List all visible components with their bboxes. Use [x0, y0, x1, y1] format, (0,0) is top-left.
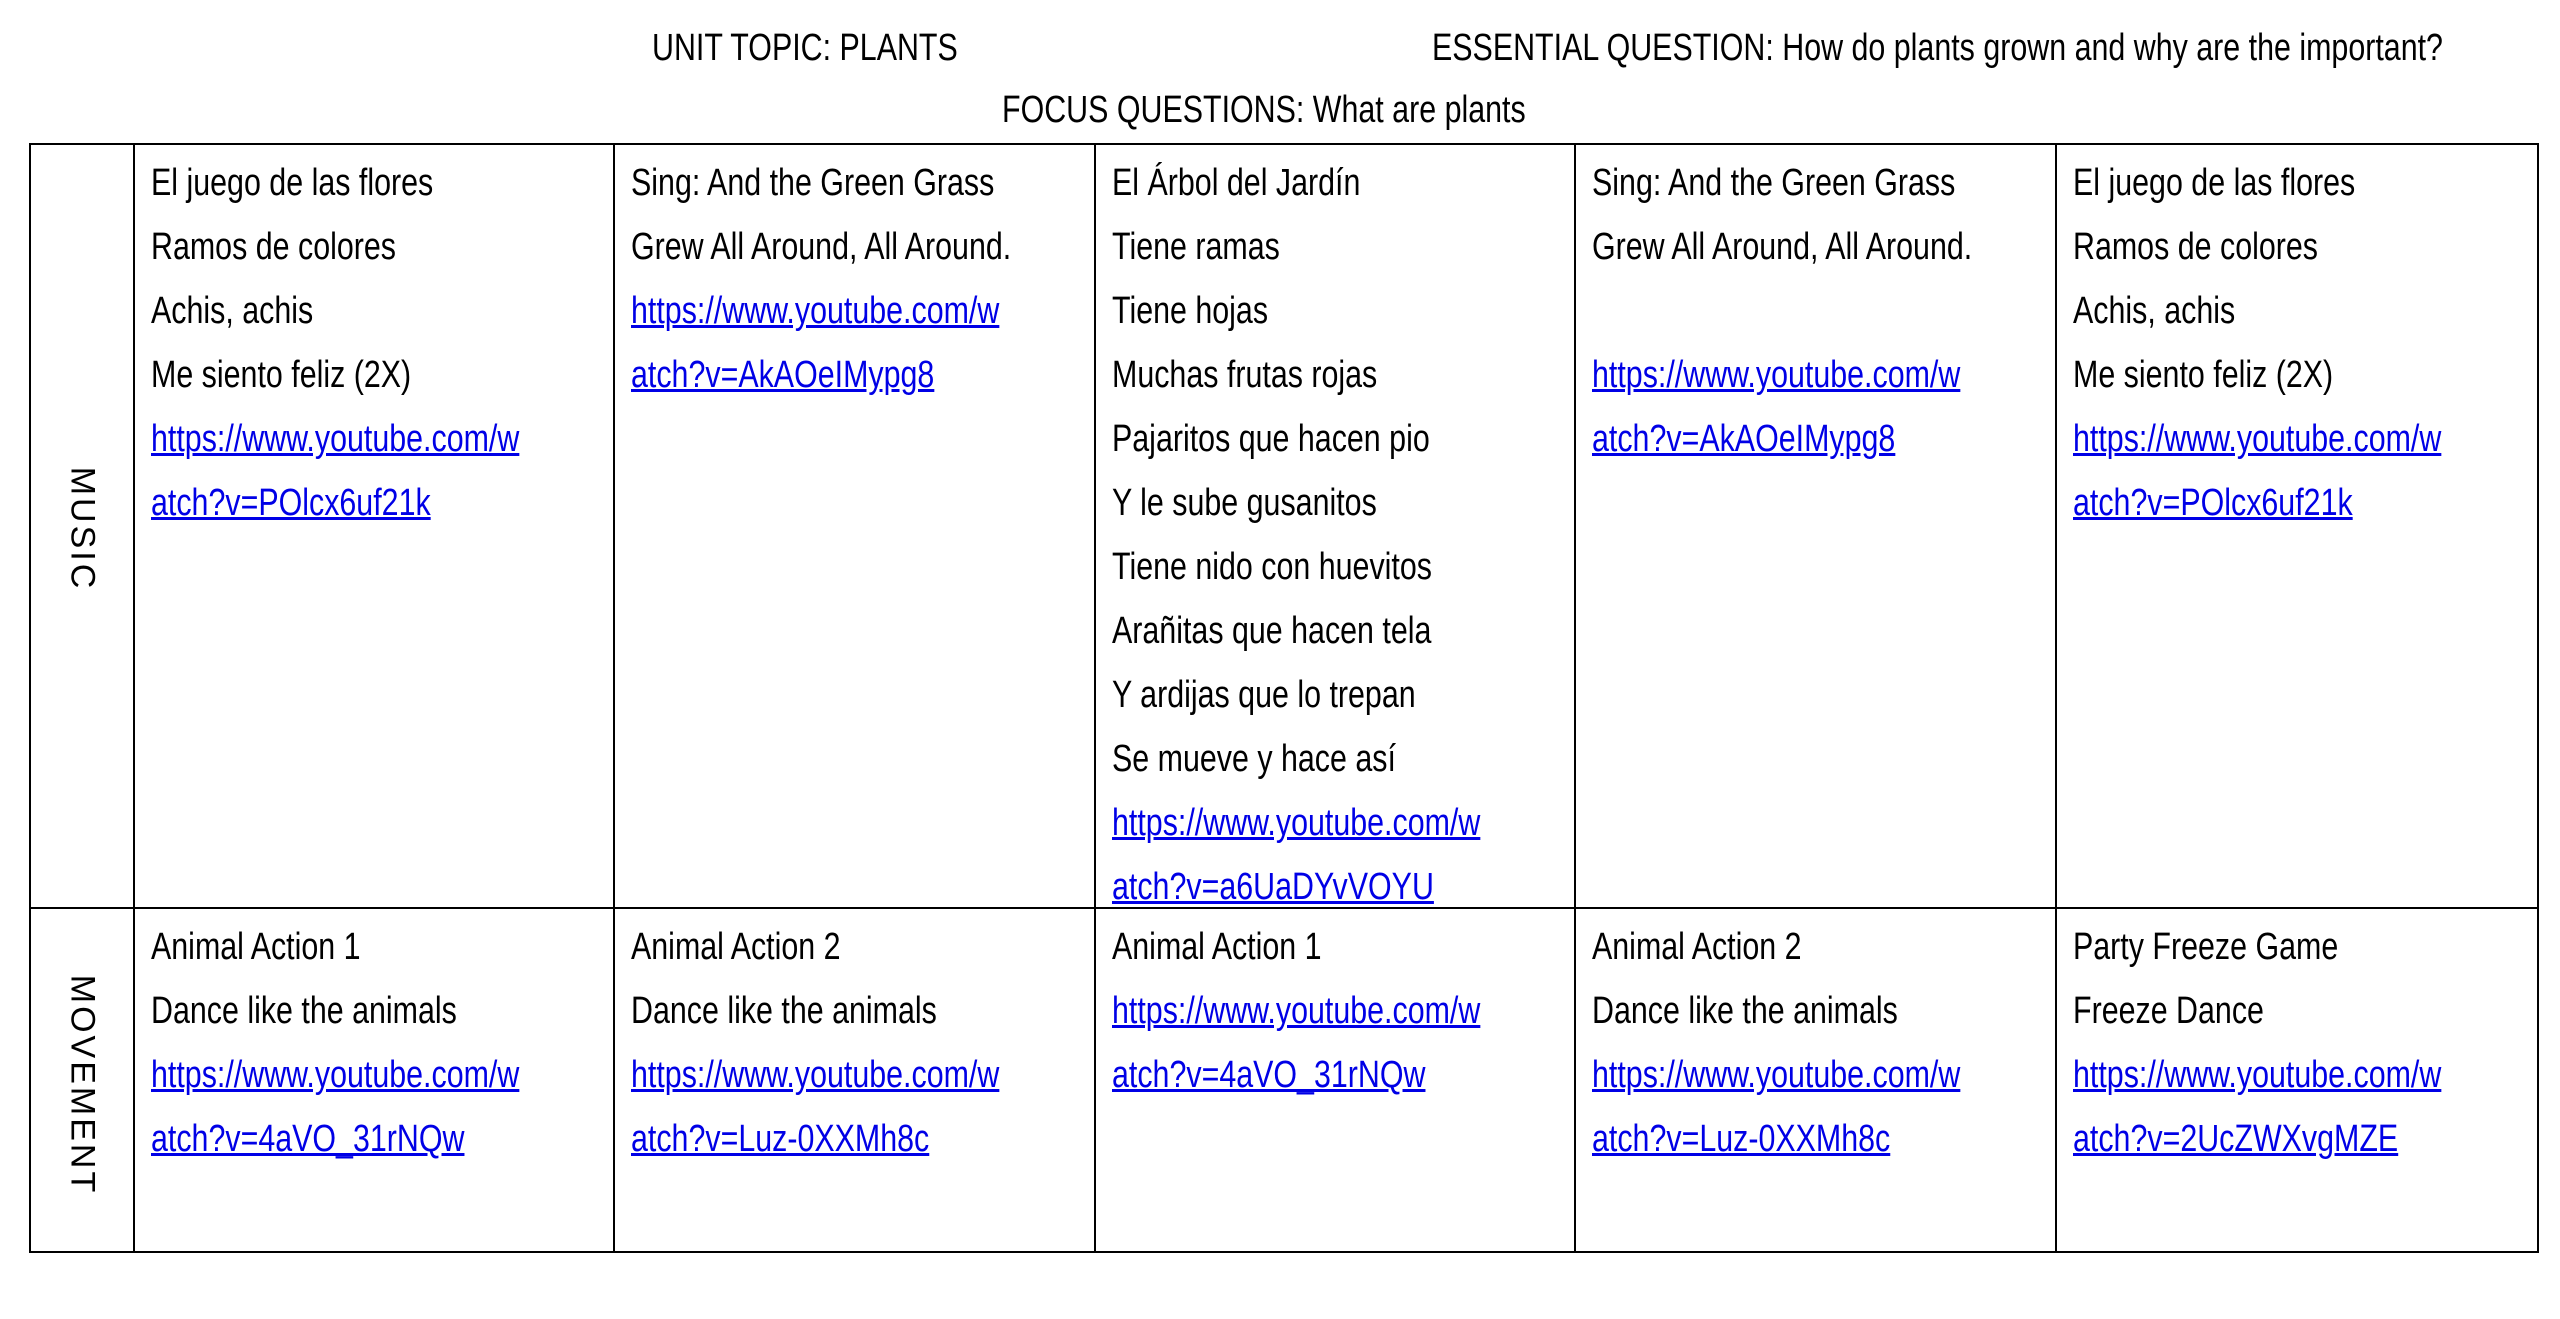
movement-cell-4 [1576, 909, 2056, 1251]
cell-line: Y ardijas que lo trepan [1111, 674, 1416, 716]
focus-questions-heading: FOCUS QUESTIONS: What are plants [1002, 89, 1526, 131]
cell-line: Dance like the animals [1592, 990, 1899, 1032]
movement-cell-5 [2057, 909, 2537, 1251]
cell-line: Ramos de colores [151, 226, 396, 268]
youtube-link[interactable]: https://www.youtube.com/w atch?v=2UcZWXvgMZE [2072, 1054, 2441, 1160]
cell-line: Pajaritos que hacen pio [1111, 418, 1430, 460]
cell-line: El juego de las flores [2072, 162, 2355, 204]
youtube-link[interactable]: https://www.youtube.com/w atch?v=4aVO_31rNQw [151, 1054, 520, 1160]
cell-line: Animal Action 1 [1111, 926, 1322, 968]
youtube-link[interactable]: https://www.youtube.com/w atch?v=POlcx6uf21k [2072, 418, 2441, 524]
cell-line: Grew All Around, All Around. [631, 226, 1012, 268]
cell-line: Sing: And the Green Grass [1592, 162, 1956, 204]
cell-line: Muchas frutas rojas [1111, 354, 1378, 396]
cell-line: Ramos de colores [2072, 226, 2318, 268]
cell-line: Arañitas que hacen tela [1111, 610, 1432, 652]
cell-line: Y le sube gusanitos [1111, 482, 1377, 524]
music-cell-3 [1096, 145, 1576, 909]
music-cell-1 [135, 145, 615, 909]
essential-question-heading: ESSENTIAL QUESTION: How do plants grown and why are the important? [1432, 27, 2443, 69]
cell-line: El juego de las flores [151, 162, 434, 204]
youtube-link[interactable]: https://www.youtube.com/w atch?v=AkAOeIMypg8 [1592, 354, 1961, 460]
cell-line: Animal Action 2 [1592, 926, 1802, 968]
music-row-label: MUSIC [63, 466, 102, 592]
cell-line: Sing: And the Green Grass [631, 162, 995, 204]
cell-line: Party Freeze Game [2072, 926, 2338, 968]
blank-line [1592, 279, 2046, 343]
cell-line: Me siento feliz (2X) [2072, 354, 2333, 396]
music-cell-2 [615, 145, 1095, 909]
movement-cell-3 [1096, 909, 1576, 1251]
music-cell-5 [2057, 145, 2537, 909]
row-label-movement [31, 909, 135, 1251]
cell-line: Se mueve y hace así [1111, 738, 1396, 780]
lesson-plan-table [29, 143, 2539, 1253]
cell-line: Dance like the animals [631, 990, 938, 1032]
music-cell-4 [1576, 145, 2056, 909]
cell-line: Tiene ramas [1111, 226, 1280, 268]
youtube-link[interactable]: https://www.youtube.com/w atch?v=4aVO_31rNQw [1111, 990, 1481, 1096]
youtube-link[interactable]: https://www.youtube.com/w atch?v=Luz-0XXMh8c [631, 1054, 1000, 1160]
cell-line: Me siento feliz (2X) [151, 354, 412, 396]
movement-cell-1 [135, 909, 615, 1251]
cell-line: Freeze Dance [2072, 990, 2264, 1032]
youtube-link[interactable]: https://www.youtube.com/w atch?v=AkAOeIMypg8 [631, 290, 1000, 396]
cell-line: Dance like the animals [151, 990, 457, 1032]
cell-line: El Árbol del Jardín [1111, 162, 1361, 204]
cell-line: Tiene hojas [1111, 290, 1268, 332]
cell-line: Tiene nido con huevitos [1111, 546, 1432, 588]
youtube-link[interactable]: https://www.youtube.com/w atch?v=Luz-0XXMh8c [1592, 1054, 1961, 1160]
youtube-link[interactable]: https://www.youtube.com/w atch?v=POlcx6uf21k [151, 418, 520, 524]
cell-line: Grew All Around, All Around. [1592, 226, 1973, 268]
row-label-music [31, 145, 135, 909]
cell-line: Animal Action 2 [631, 926, 841, 968]
movement-cell-2 [615, 909, 1095, 1251]
unit-topic-heading: UNIT TOPIC: PLANTS [652, 27, 958, 69]
cell-line: Achis, achis [2072, 290, 2235, 332]
movement-row-label: MOVEMENT [63, 974, 102, 1196]
cell-line: Animal Action 1 [151, 926, 361, 968]
youtube-link[interactable]: https://www.youtube.com/w atch?v=a6UaDYvVOYU [1111, 802, 1481, 908]
cell-line: Achis, achis [151, 290, 314, 332]
